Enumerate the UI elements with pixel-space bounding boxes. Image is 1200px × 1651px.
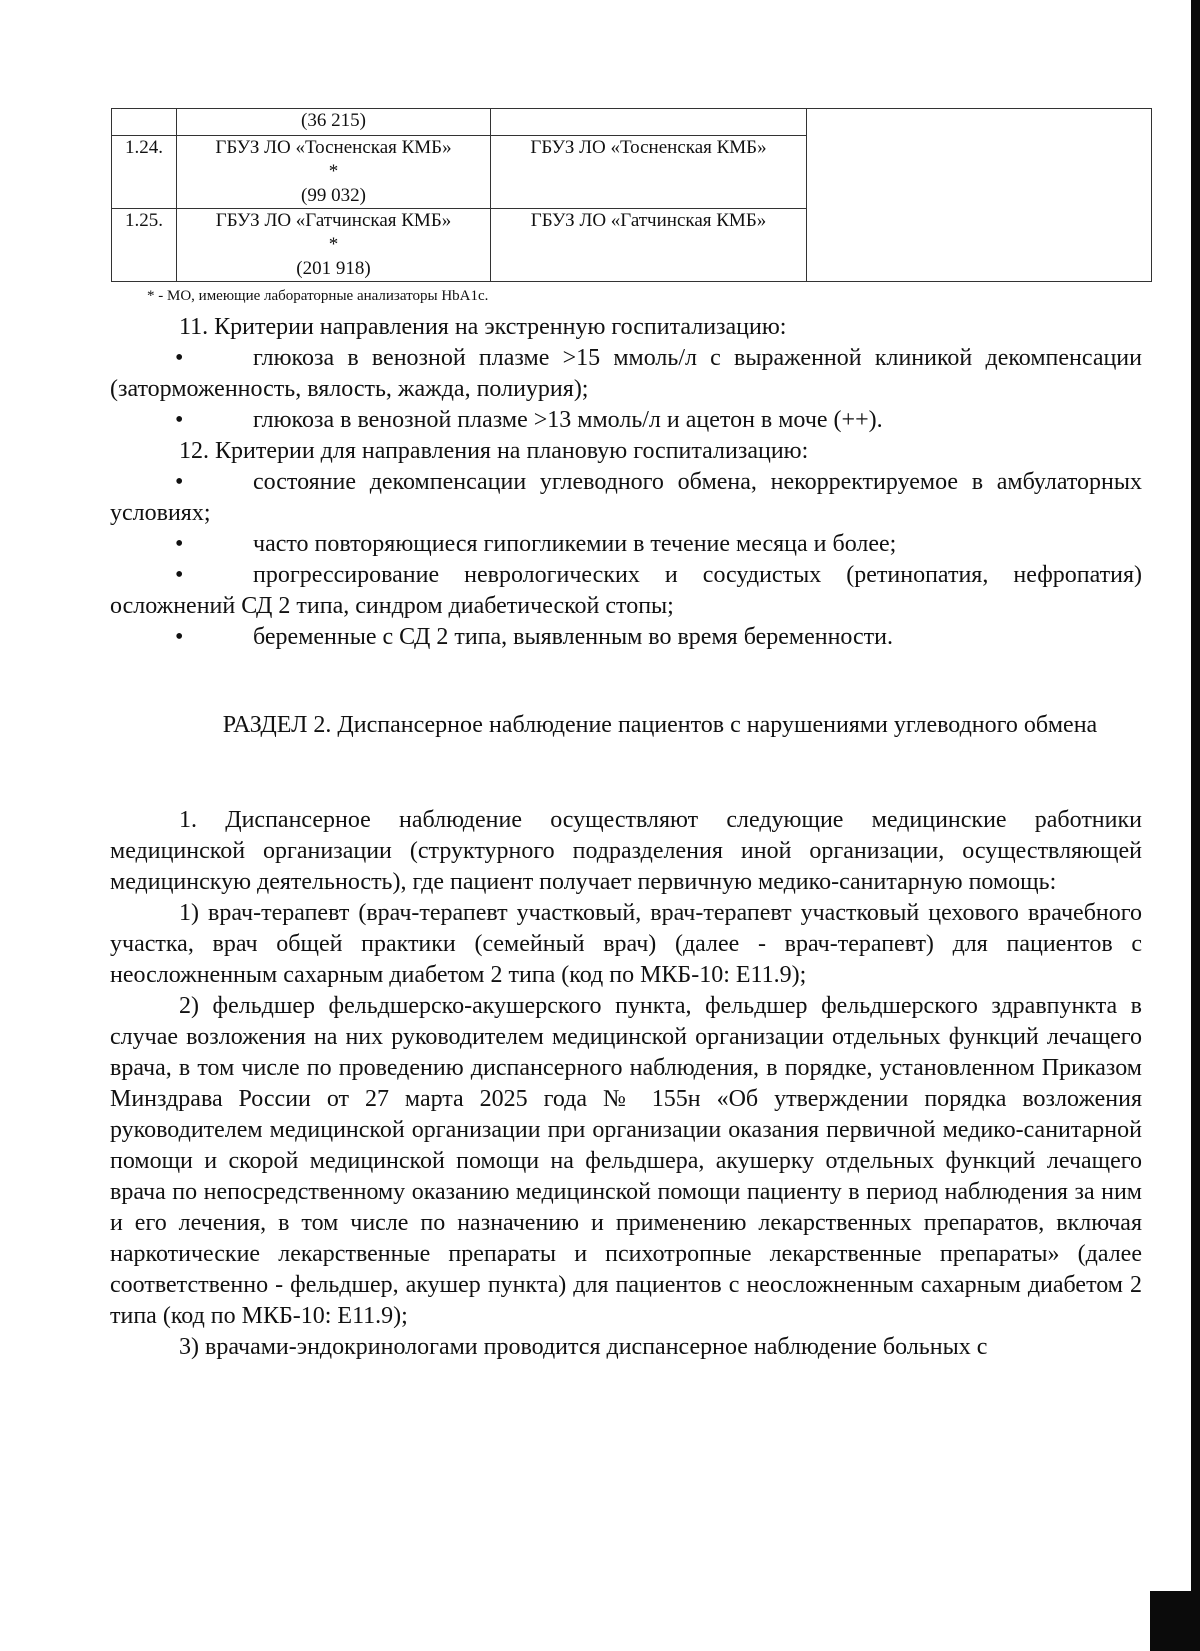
org-name: ГБУЗ ЛО «Тосненская КМБ»	[215, 137, 452, 158]
bullet-icon: •	[175, 407, 184, 433]
table-cell-lab	[491, 109, 807, 136]
list-item: • глюкоза в венозной плазме >15 ммоль/л с выраженной клиникой декомпенсации (заторможенность, вялость, жажда, полиурия);	[110, 345, 1142, 402]
bullet-icon: •	[175, 345, 184, 371]
table-cell-org	[177, 209, 491, 282]
paragraph: 1. Диспансерное наблюдение осуществляют следующие медицинские работники медицинской организации (структурного подразделения иной организации, осуществляющей медицинскую деятельность), где пациент получает первичную медико-санитарную помощь:	[110, 807, 1142, 895]
org-code: (36 215)	[301, 110, 366, 131]
list-item: • глюкоза в венозной плазме >13 ммоль/л и ацетон в моче (++).	[110, 405, 1142, 436]
table-cell-lab: ГБУЗ ЛО «Гатчинская КМБ»	[491, 209, 807, 282]
main-text	[110, 805, 1142, 1363]
list-item: • часто повторяющиеся гипогликемии в течение месяца и более;	[110, 529, 1142, 560]
bullet-icon: •	[175, 624, 184, 650]
table-cell-num: 1.25.	[112, 209, 177, 282]
mo-table	[111, 108, 1152, 282]
table-row	[112, 109, 1152, 136]
scan-border-right	[1191, 0, 1200, 1651]
bullet-icon: •	[175, 531, 184, 557]
paragraph: 2) фельдшер фельдшерско-акушерского пункта, фельдшер фельдшерского здравпункта в случае возложения на них руководителем медицинской организации отдельных функций лечащего врача, в том числе по проведению диспансерного наблюдения, в порядке, установленном Приказом Минздрава России от 27 марта 2025 года № 155н «Об утверждении порядка возложения руководителем медицинской организации при организации оказания первичной медико-санитарной помощи и скорой медицинской помощи на фельдшера, акушерку отдельных функций лечащего врача по непосредственному оказанию медицинской помощи пациенту в период наблюдения за ним и его лечения, в том числе по назначению и применению лекарственных препаратов, включая наркотические лекарственные препараты и психотропные лекарственные препараты» (далее соответственно - фельдшер, акушер пункта) для пациентов с неосложненным сахарным диабетом 2 типа (код по МКБ-10: Е11.9);	[110, 993, 1142, 1329]
scan-border-corner	[1150, 1591, 1200, 1651]
org-code: (201 918)	[296, 258, 371, 279]
org-star: *	[328, 161, 339, 182]
list-item: • состояние декомпенсации углеводного обмена, некорректируемое в амбулаторных условиях;	[110, 469, 1142, 526]
table-cell-num	[112, 109, 177, 136]
org-name: ГБУЗ ЛО «Гатчинская КМБ»	[215, 210, 452, 231]
list-item: • беременные с СД 2 типа, выявленным во время беременности.	[110, 622, 1142, 653]
table-cell-empty	[807, 109, 1152, 282]
section-heading: РАЗДЕЛ 2. Диспансерное наблюдение пациентов с нарушениями углеводного обмена	[222, 712, 1098, 738]
list-item: • прогрессирование неврологических и сосудистых (ретинопатия, нефропатия) осложнений СД 2 типа, синдром диабетической стопы;	[110, 562, 1142, 619]
table-footnote: * - МО, имеющие лабораторные анализаторы HbA1c.	[147, 288, 489, 304]
org-code: (99 032)	[301, 185, 366, 206]
paragraph: 3) врачами-эндокринологами проводится диспансерное наблюдение больных с	[179, 1334, 988, 1360]
criteria-block	[110, 312, 1142, 653]
table-cell-num: 1.24.	[112, 136, 177, 209]
section-11-title: 11. Критерии направления на экстренную госпитализацию:	[179, 314, 787, 340]
bullet-icon: •	[175, 469, 184, 495]
paragraph: 1) врач-терапевт (врач-терапевт участковый, врач-терапевт участковый цехового врачебного участка, врач общей практики (семейный врач) (далее - врач-терапевт) для пациентов с неосложненным сахарным диабетом 2 типа (код по МКБ-10: Е11.9);	[110, 900, 1142, 988]
section-12-title: 12. Критерии для направления на плановую госпитализацию:	[179, 438, 809, 464]
org-star: *	[328, 234, 339, 255]
table-cell-lab: ГБУЗ ЛО «Тосненская КМБ»	[491, 136, 807, 209]
table-cell-org	[177, 109, 491, 136]
bullet-icon: •	[175, 562, 184, 588]
table-cell-org	[177, 136, 491, 209]
